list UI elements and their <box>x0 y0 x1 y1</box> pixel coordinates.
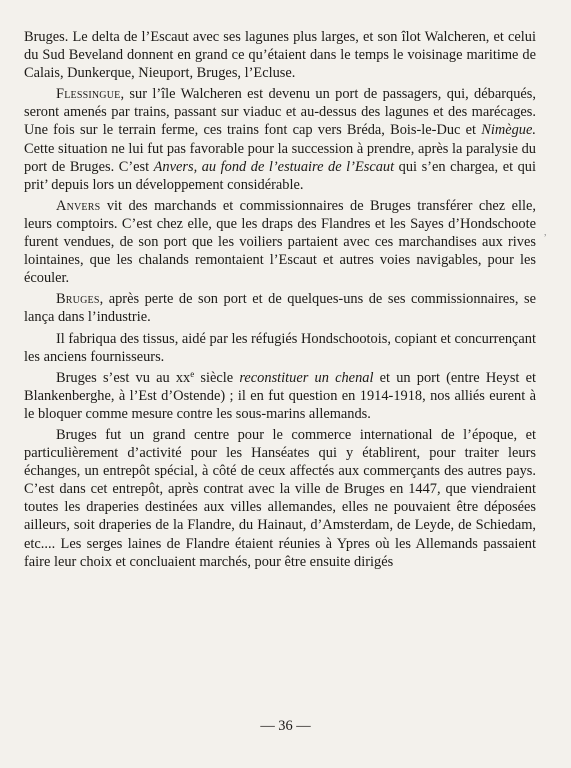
text-run: qui s’en chargea, et qui prit’ depuis lors un développement considérable. <box>24 158 536 193</box>
italic-run: reconstituer un chenal <box>239 369 374 386</box>
text-run: , sur l’île Walcheren est devenu un port de passagers, qui, débarqués, seront amenés par trains, passant sur viaduc et au-dessus des lagunes et des marécages. Une fois sur le terrain ferme, ces trains font cap vers Bréda, Bois-le-Duc et <box>24 86 536 139</box>
paragraph-flessingue <box>24 85 536 194</box>
paragraph-bruges-industrie <box>24 290 536 326</box>
italic-run: Nimègue. <box>481 122 536 139</box>
paragraph-1: Bruges. Le delta de l’Escaut avec ses lagunes plus larges, et son îlot Walcheren, et celui du Sud Beveland donnent en grand ce qu’étaient dans le temps le voisinage maritime de Calais, Dunkerque, Nieuport, Bruges, l’Ecluse. <box>24 29 536 82</box>
paragraph-anvers <box>24 197 536 287</box>
italic-run: Anvers, au fond de l’estuaire de l’Escaut <box>153 158 395 175</box>
page-text-block <box>24 28 536 574</box>
lead-word-anvers: Anvers <box>56 197 101 214</box>
lead-word-flessingue: Flessingue <box>56 86 121 103</box>
paragraph-hanseates: Bruges fut un grand centre pour le commerce international de l’époque, et particulièrement d’activité pour les Hanséates qui y établirent, pour traiter leurs échanges, un entrepôt spécial, à côté de ceux affectés aux commerçants des autres pays. C’est dans cet entrepôt, après contrat avec la ville de Bruges en 1447, que viendraient toutes les draperies destinées aux villes allemandes, elles ne pouvaient être déposées ailleurs, soit draperies de la Flandre, du Hainaut, d’Amsterdam, de Leyde, de Schiedam, etc.... Les serges laines de Flandre étaient réunies à Ypres où les Allemands passaient faire leur choix et concluaient marchés, pour être ensuite dirigés <box>24 426 536 570</box>
margin-mark: , <box>544 227 547 238</box>
paragraph-chenal <box>24 369 536 423</box>
text-run: Cette situation ne lui fut pas favorable pour la succession à prendre, après la paralysie du port de Bruges. C’est <box>24 140 536 175</box>
text-run: et un port (entre Heyst et Blankenberghe, à l’Est d’Ostende) ; il en fut question en 1914-1918, nos alliés eurent à le bloquer comme mesure contre les sous-marins allemands. <box>24 369 536 422</box>
text-run: Bruges s’est vu au xx <box>56 369 191 386</box>
lead-word-bruges: Bruges <box>56 291 100 308</box>
text-run: vit des marchands et commissionnaires de Bruges transférer chez elle, leurs comptoirs. C’est chez elle, que les draps des Flandres et les Sayes d’Hondschoote furent vendues, de son port que les voiliers partaient avec ces marchandises aux rives lointaines, que les chalands remontaient l’Escaut et autres voies navigables, pour les écouler. <box>24 197 536 287</box>
paragraph-tissus: Il fabriqua des tissus, aidé par les réfugiés Hondschootois, copiant et concurrençant les anciens fournisseurs. <box>24 330 536 365</box>
superscript: e <box>190 368 195 379</box>
page-number: — 36 — <box>260 718 311 734</box>
text-run: , après perte de son port et de quelques-uns de ses commissionnaires, se lança dans l’industrie. <box>24 291 536 326</box>
text-run: siècle <box>194 369 240 386</box>
